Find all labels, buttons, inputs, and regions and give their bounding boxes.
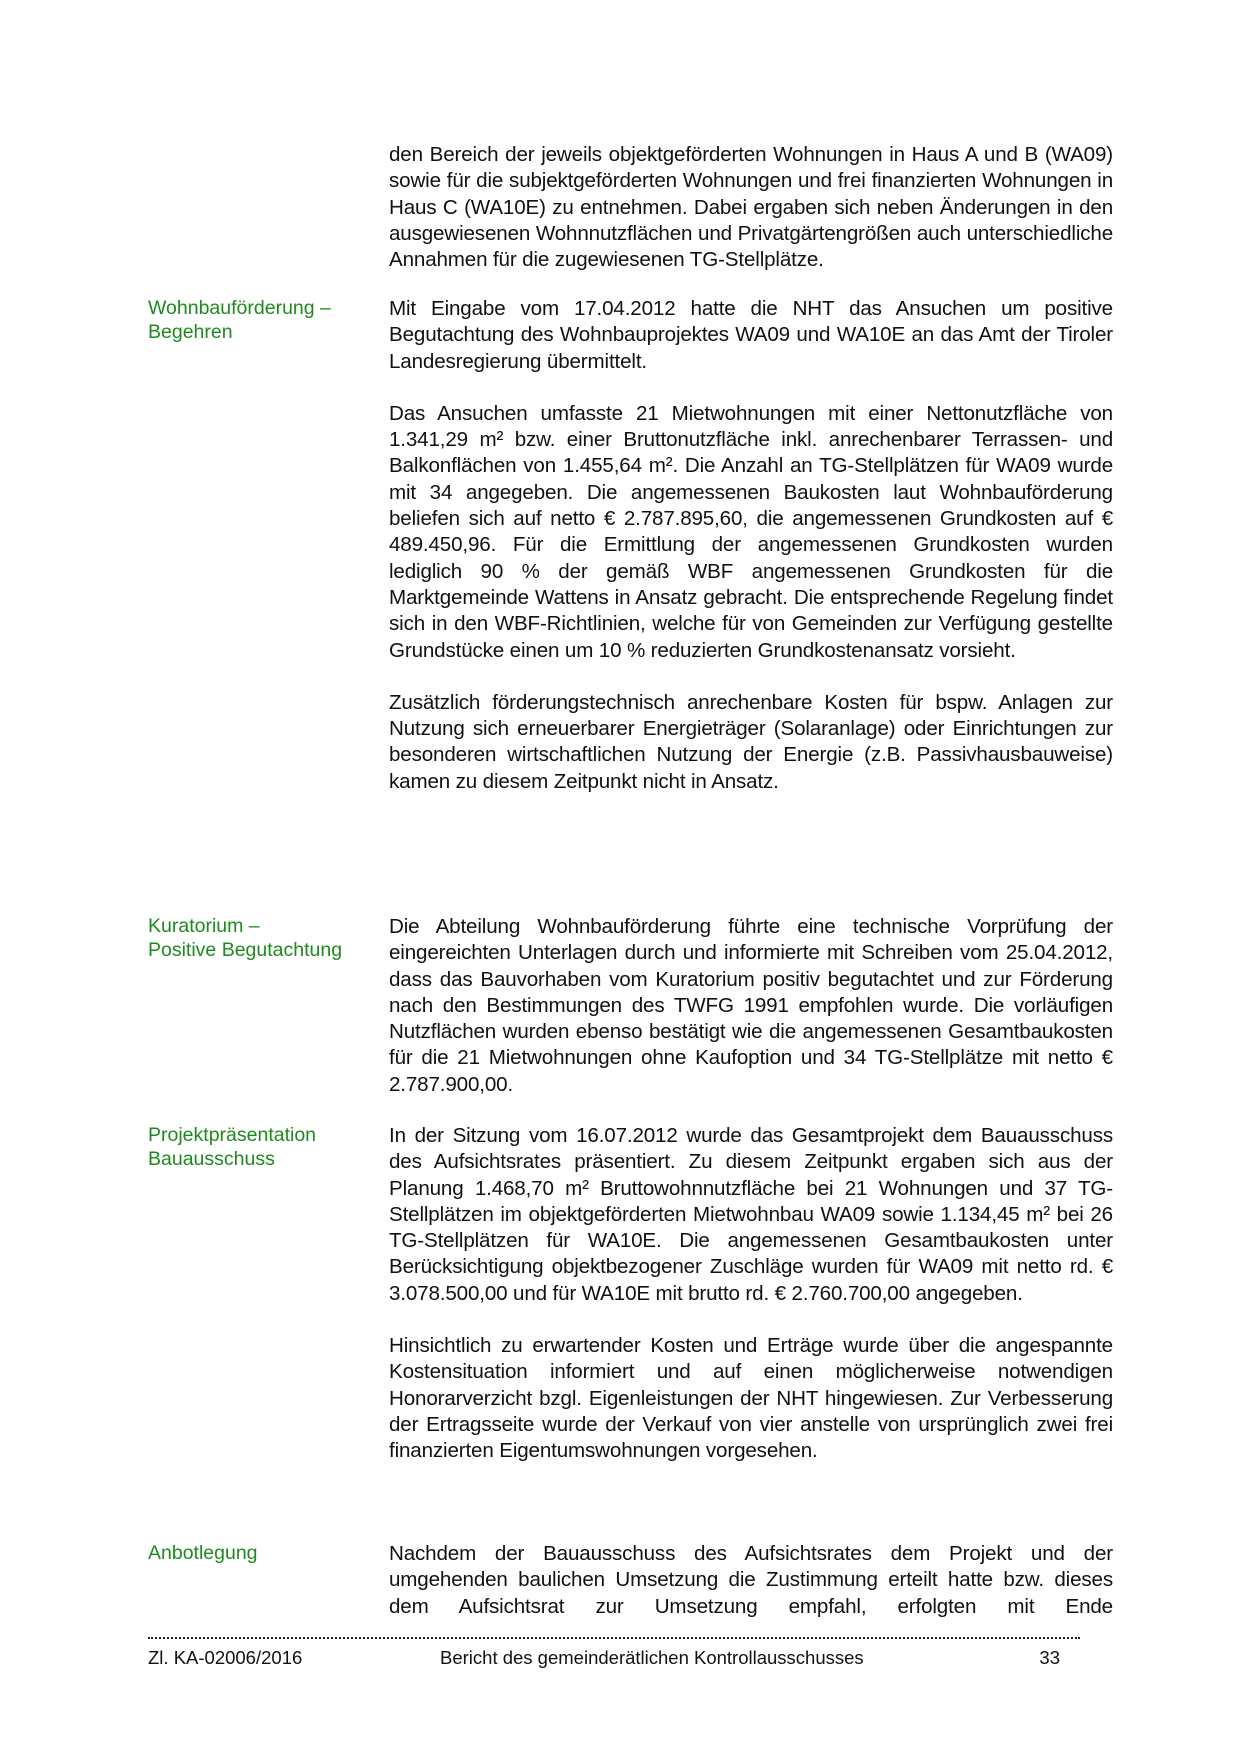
body-text (389, 1541, 1113, 1620)
body-text (389, 1123, 1113, 1465)
paragraph: Hinsichtlich zu erwartender Kosten und Erträge wurde über die angespannte Kostensituation informiert und auf einen möglicherweise notwendigen Honorarverzicht bzgl. Eigenleistungen der NHT hingewiesen. Zur Verbesserung der Ertragsseite wurde der Verkauf von vier anstelle von ursprünglich zwei frei finanzierten Eigentumswohnungen vorgesehen. (389, 1334, 1113, 1463)
paragraph: den Bereich der jeweils objektgeförderten Wohnungen in Haus A und B (WA09) sowie für die subjektgeförderten Wohnungen und frei finanzierten Wohnungen in Haus C (WA10E) zu entnehmen. Dabei ergaben sich neben Änderungen in den ausgewiesenen Wohnnutzflächen und Privatgärtengrößen auch unterschiedliche Annahmen für die zugewiesenen TG-Stellplätze. (389, 143, 1113, 272)
footer-divider (148, 1637, 1080, 1641)
margin-label (148, 1541, 378, 1565)
paragraph: Mit Eingabe vom 17.04.2012 hatte die NHT das Ansuchen um positive Begutachtung des Wohnbauprojektes WA09 und WA10E an das Amt der Tiroler Landesregierung übermittelt. (389, 297, 1113, 373)
paragraph: Nachdem der Bauausschuss des Aufsichtsrates dem Projekt und der umgehenden baulichen Umsetzung die Zustimmung erteilt hatte bzw. dieses dem Aufsichtsrat zur Umsetzung empfahl, erfolgten mit Ende (389, 1542, 1113, 1618)
page-number: 33 (1039, 1647, 1060, 1668)
footer-reference: Zl. KA-02006/2016 (148, 1647, 303, 1668)
margin-label-line: Begehren (148, 321, 233, 343)
margin-label (148, 1123, 378, 1171)
body-text (389, 142, 1113, 273)
footer-title: Bericht des gemeinderätlichen Kontrollausschusses (440, 1647, 864, 1668)
paragraph: Zusätzlich förderungstechnisch anrechenbare Kosten für bspw. Anlagen zur Nutzung sich erneuerbarer Energieträger (Solaranlage) oder Einrichtungen zur besonderen wirtschaftlichen Nutzung der Energie (z.B. Passivhausbauweise) kamen zu diesem Zeitpunkt nicht in Ansatz. (389, 690, 1113, 793)
paragraph: Das Ansuchen umfasste 21 Mietwohnungen mit einer Nettonutzfläche von 1.341,29 m² bzw. einer Bruttonutzfläche inkl. anrechenbarer Terrassen- und Balkonflächen von 1.455,64 m². Die Anzahl an TG-Stellplätzen für WA09 wurde mit 34 angegeben. Die angemessenen Baukosten laut Wohnbauförderung beliefen sich auf netto € 2.787.895,60, die angemessenen Grundkosten auf € 489.450,96. Für die Ermittlung der angemessenen Grundkosten wurden lediglich 90 % der gemäß WBF angemessenen Grundkosten für die Marktgemeinde Wattens in Ansatz gebracht. Die entsprechende Regelung findet sich in den WBF-Richtlinien, welche für von Gemeinden zur Verfügung gestellte Grundstücke einen um 10 % reduzierten Grundkostenansatz vorsieht. (389, 401, 1113, 662)
margin-label-line: Kuratorium – (148, 915, 260, 937)
body-text (389, 914, 1113, 1098)
paragraph: Die Abteilung Wohnbauförderung führte eine technische Vorprüfung der eingereichten Unterlagen durch und informierte mit Schreiben vom 25.04.2012, dass das Bauvorhaben vom Kuratorium positiv begutachtet und zur Förderung nach den Bestimmungen des TWFG 1991 empfohlen wurde. Die vorläufigen Nutzflächen wurden ebenso bestätigt wie die angemessenen Gesamtbaukosten für die 21 Mietwohnungen ohne Kaufoption und 34 TG-Stellplätze mit netto € 2.787.900,00. (389, 915, 1113, 1096)
paragraph: In der Sitzung vom 16.07.2012 wurde das Gesamtprojekt dem Bauausschuss des Aufsichtsrates präsentiert. Zu diesem Zeitpunkt ergaben sich aus der Planung 1.468,70 m² Bruttowohnnutzfläche bei 21 Wohnungen und 37 TG-Stellplätzen im objektgeförderten Mietwohnbau WA09 sowie 1.134,45 m² bei 26 TG-Stellplätzen für WA10E. Die angemessenen Gesamtbaukosten unter Berücksichtigung objektbezogener Zuschläge wurden für WA09 mit netto rd. € 3.078.500,00 und für WA10E mit brutto rd. € 2.760.700,00 angegeben. (389, 1124, 1113, 1305)
margin-label-line: Positive Begutachtung (148, 939, 343, 961)
body-text (389, 296, 1113, 795)
margin-label (148, 296, 378, 344)
margin-label (148, 914, 378, 962)
margin-label-line: Projektpräsentation (148, 1124, 317, 1146)
margin-label-line: Bauausschuss (148, 1148, 275, 1170)
margin-label-line: Anbotlegung (148, 1542, 258, 1564)
margin-label-line: Wohnbauförderung – (148, 297, 331, 319)
